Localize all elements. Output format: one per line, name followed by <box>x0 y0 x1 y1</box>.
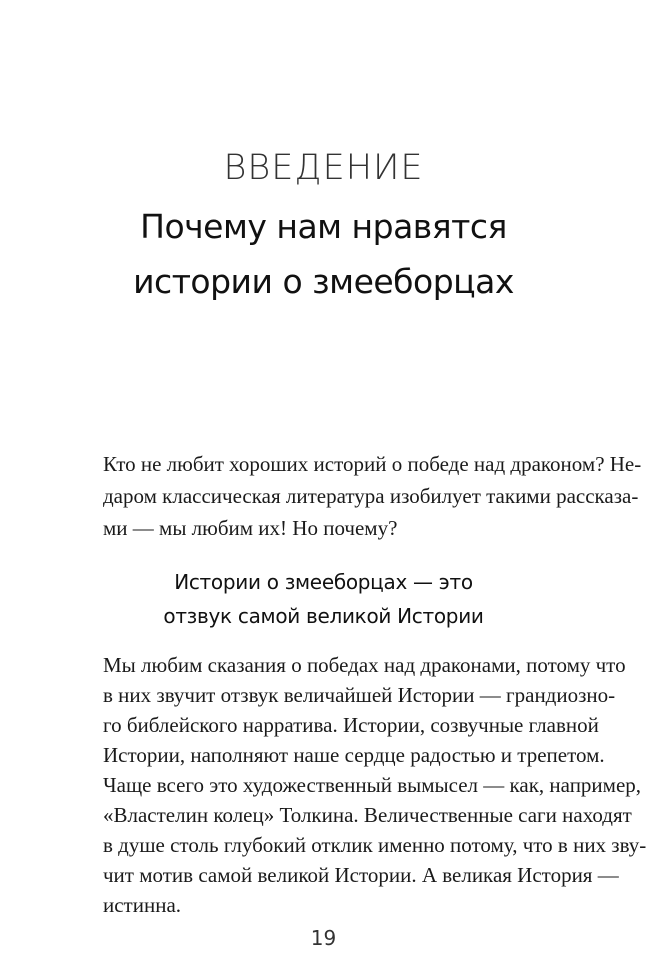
text-line: ми — мы любим их! Но почему? <box>103 516 398 540</box>
subheading-line-1: Истории о змееборцах — это <box>174 570 473 594</box>
text-line: чит мотив самой великой Истории. А великая История — <box>103 863 619 887</box>
text-line: го библейского нарратива. Истории, созвучные главной <box>103 713 599 737</box>
chapter-label: ВВЕДЕНИЕ <box>223 148 424 188</box>
text-line: Чаще всего это художественный вымысел — как, например, <box>103 773 642 797</box>
text-line: в них звучит отзвук величайшей Истории — грандиозно- <box>103 683 616 707</box>
text-line: истинна. <box>103 893 182 917</box>
chapter-title-line-1: Почему нам нравятся <box>140 207 507 246</box>
text-line: Мы любим сказания о победах над драконами, потому что <box>103 653 626 677</box>
page-number: 19 <box>310 926 337 950</box>
subheading-line-2: отзвук самой великой Истории <box>163 604 484 628</box>
text-line: в душе столь глубокий отклик именно потому, что в них зву- <box>103 833 647 857</box>
text-line: даром классическая литература изобилует такими рассказа- <box>103 484 639 508</box>
text-line: «Властелин колец» Толкина. Величественные саги находят <box>103 803 632 827</box>
chapter-title-line-2: истории о змееборцах <box>133 262 514 301</box>
text-line: Истории, наполняют наше сердце радостью и трепетом. <box>103 743 605 767</box>
text-line: Кто не любит хороших историй о победе над драконом? Не- <box>103 452 642 476</box>
